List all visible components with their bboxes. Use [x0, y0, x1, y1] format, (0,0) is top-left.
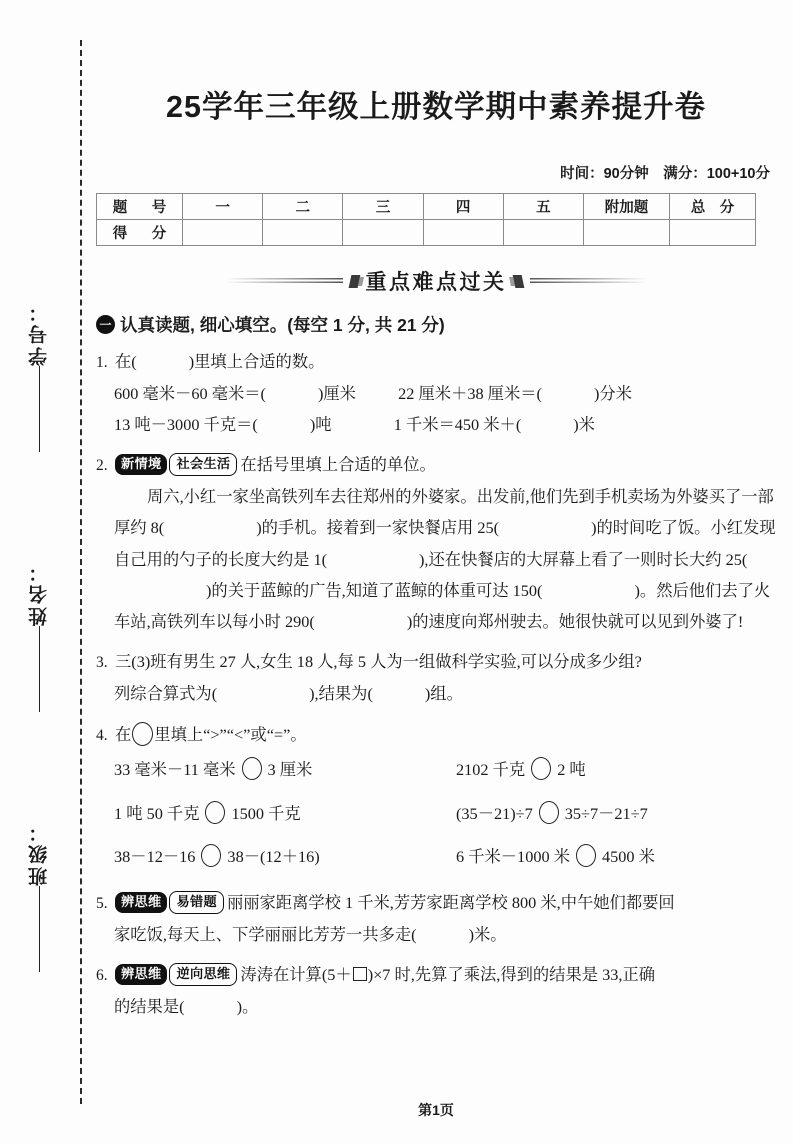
ornament-flag-left-icon — [348, 275, 360, 288]
question-2-para-4: )的关于蓝鲸的广告,知道了蓝鲸的体重可达 150( — [206, 580, 543, 600]
question-4-pair-2-right: 2 吨 — [557, 760, 586, 780]
class-field[interactable] — [16, 820, 62, 972]
question-4-pair-4-right: 35÷7－21÷7 — [564, 803, 648, 823]
question-1-row-1 — [96, 378, 776, 409]
badge-critical-thinking-q5: 辨思维 — [115, 892, 167, 913]
student-name-field[interactable] — [16, 560, 62, 712]
question-4-pair-2 — [456, 754, 776, 787]
question-5-text-2a: 家吃饭,每天上、下学丽丽比芳芳一共多走( — [114, 924, 417, 944]
question-1-item-3-right: )吨 — [309, 415, 332, 435]
question-2-number: 2. — [96, 457, 108, 475]
question-4-stem-a: 在 — [115, 724, 132, 744]
question-3-text-2a: 列综合算式为( — [114, 684, 218, 704]
question-1-item-1-right: )厘米 — [317, 383, 356, 403]
question-5-text-2b: )米。 — [468, 924, 507, 944]
question-4-stem-b: 里填上“>”“<”或“=”。 — [154, 724, 307, 744]
question-1 — [96, 346, 776, 440]
section-title: 重点难点过关 — [365, 271, 507, 294]
score-cell-3[interactable] — [343, 220, 423, 246]
exam-meta-info: 时间：90分钟 满分：100+10分 — [560, 166, 770, 182]
question-4-pair-5-right: 38－(12＋16) — [227, 847, 320, 867]
class-rule — [39, 886, 40, 972]
score-cell-bonus[interactable] — [584, 220, 670, 246]
column-header-3: 三 — [343, 194, 423, 220]
question-5-line-1 — [96, 887, 776, 919]
question-1-item-2-right: )分米 — [593, 383, 632, 403]
question-5-line-2 — [96, 919, 776, 950]
question-6-blank-box-icon[interactable] — [353, 967, 367, 981]
question-4-number: 4. — [96, 726, 108, 744]
question-1-item-4-left: 1 千米＝450 米＋( — [393, 415, 522, 435]
question-4-pair-1-right: 3 厘米 — [267, 760, 313, 780]
question-4-stem — [96, 719, 776, 751]
question-4 — [96, 719, 776, 875]
score-cell-1[interactable] — [183, 220, 263, 246]
question-1-stem — [96, 346, 776, 378]
question-2-stem — [96, 449, 776, 481]
question-6-text-1a: 涛涛在计算(5＋ — [240, 965, 352, 985]
big-question-heading — [96, 312, 776, 337]
question-3-text-2b: ),结果为( — [309, 684, 373, 704]
question-5 — [96, 887, 776, 950]
question-6-number: 6. — [96, 967, 108, 985]
fold-dashed-line — [80, 40, 82, 1104]
question-6-text-2b: )。 — [236, 996, 259, 1016]
score-table — [96, 193, 756, 246]
question-2-para-0: 周六,小红一家坐高铁列车去往郑州的外婆家。出发前,他们先到手机卖场为外婆买了一部厚约 8( — [114, 487, 774, 538]
question-4-pair-1 — [114, 754, 456, 787]
question-1-number: 1. — [96, 354, 108, 371]
question-4-pair-3-answer-circle[interactable] — [205, 801, 225, 824]
question-2-para-5: )。然后他们去了火车站,高铁列车以每小时 290( — [114, 580, 771, 632]
question-4-pair-1-left: 33 毫米－11 毫米 — [114, 760, 236, 780]
column-header-bonus: 附加题 — [584, 194, 670, 220]
comparison-circle-icon — [132, 722, 153, 746]
answer-sheet-side-strip — [0, 0, 88, 1144]
question-1-stem-b: )里填上合适的数。 — [188, 352, 325, 371]
score-cell-2[interactable] — [263, 220, 343, 246]
question-3-text-2c: )组。 — [424, 684, 463, 704]
question-4-pair-6-right: 4500 米 — [601, 847, 655, 867]
question-2 — [96, 449, 776, 637]
question-2-stem-text: 在括号里填上合适的单位。 — [240, 455, 436, 475]
question-3 — [96, 646, 776, 709]
question-4-pair-6-left: 6 千米－1000 米 — [456, 847, 570, 867]
student-id-label: 学号： — [28, 300, 50, 366]
ornament-line-left-icon — [225, 278, 343, 285]
question-1-item-1-left: 600 毫米－60 毫米＝( — [114, 383, 266, 403]
question-3-line-1 — [96, 646, 776, 678]
question-1-item-3-left: 13 吨－3000 千克＝( — [114, 415, 258, 435]
question-1-stem-a: 在( — [115, 352, 137, 371]
badge-error-prone: 易错题 — [169, 891, 223, 914]
question-4-pair-5 — [114, 841, 456, 874]
question-4-pair-4-left: (35－21)÷7 — [456, 803, 533, 823]
badge-reverse-thinking: 逆向思维 — [169, 963, 237, 986]
question-2-para-6: )的速度向郑州驶去。她很快就可以见到外婆了! — [406, 612, 744, 632]
question-6-line-2 — [96, 991, 776, 1022]
question-5-text-1: 丽丽家距离学校 1 千米,芳芳家距离学校 800 米,中午她们都要回 — [226, 893, 675, 913]
question-4-pair-2-answer-circle[interactable] — [531, 757, 551, 780]
question-2-paragraph — [96, 481, 776, 637]
question-1-item-4-right: )米 — [573, 415, 595, 435]
student-name-rule — [39, 626, 40, 712]
page-number: 第1页 — [418, 1102, 454, 1118]
question-3-text-1: 三(3)班有男生 27 人,女生 18 人,每 5 人为一组做科学实验,可以分成多少组? — [115, 652, 642, 672]
badge-new-scenario: 新情境 — [115, 454, 167, 475]
score-cell-total[interactable] — [670, 220, 756, 246]
question-4-pair-1-answer-circle[interactable] — [242, 757, 262, 780]
question-4-pair-5-left: 38－12－16 — [114, 847, 196, 867]
class-label: 班级： — [28, 820, 50, 886]
question-6 — [96, 959, 776, 1022]
student-id-rule — [39, 366, 40, 452]
column-header-total: 总 分 — [670, 194, 756, 220]
question-3-number: 3. — [96, 654, 108, 672]
question-1-item-2-left: 22 厘米＋38 厘米＝( — [398, 383, 542, 403]
row-label-score: 得 分 — [97, 220, 183, 246]
question-6-text-2a: 的结果是( — [114, 996, 185, 1016]
question-4-pair-4 — [456, 798, 776, 831]
question-4-pair-4-answer-circle[interactable] — [539, 801, 559, 824]
table-row-scores — [97, 220, 756, 246]
score-cell-4[interactable] — [423, 220, 503, 246]
exam-paper — [96, 0, 776, 1144]
question-1-row-2 — [96, 409, 776, 440]
page-title: 25学年三年级上册数学期中素养提升卷 — [166, 90, 706, 124]
question-2-para-2: )的时间吃了饭。小红发现自己用的勺子的长度大约是 1( — [114, 518, 776, 569]
table-row-question-numbers — [97, 194, 756, 220]
question-4-pair-3 — [114, 798, 456, 831]
column-header-1: 一 — [183, 194, 263, 220]
student-name-label: 姓名： — [28, 560, 50, 626]
score-cell-5[interactable] — [503, 220, 583, 246]
big-question-marker: 一 — [96, 315, 115, 334]
column-header-4: 四 — [423, 194, 503, 220]
column-header-2: 二 — [263, 194, 343, 220]
ornament-flag-right-icon — [512, 275, 524, 288]
question-5-number: 5. — [96, 895, 108, 913]
question-4-pair-5-answer-circle[interactable] — [201, 844, 221, 867]
question-4-comparison-grid — [96, 754, 776, 874]
big-question-text: 认真读题, 细心填空。(每空 1 分, 共 21 分) — [120, 315, 445, 335]
badge-social-life: 社会生活 — [169, 453, 237, 476]
question-6-text-1b: )×7 时,先算了乘法,得到的结果是 33,正确 — [367, 965, 656, 985]
question-4-pair-3-right: 1500 千克 — [231, 803, 301, 823]
question-4-pair-6-answer-circle[interactable] — [576, 844, 596, 867]
question-2-para-1: )的手机。接着到一家快餐店用 25( — [256, 518, 500, 538]
question-6-line-1 — [96, 959, 776, 991]
column-header-5: 五 — [503, 194, 583, 220]
question-4-pair-3-left: 1 吨 50 千克 — [114, 803, 200, 823]
question-3-line-2 — [96, 678, 776, 709]
question-4-pair-6 — [456, 841, 776, 874]
badge-critical-thinking-q6: 辨思维 — [115, 964, 167, 985]
question-4-pair-2-left: 2102 千克 — [456, 760, 526, 780]
row-label-question-number: 题 号 — [97, 194, 183, 220]
question-2-para-3: ),还在快餐店的大屏幕上看了一则时长大约 25( — [419, 549, 748, 569]
student-id-field[interactable] — [16, 300, 62, 452]
ornament-line-right-icon — [530, 278, 648, 285]
section-header — [96, 266, 776, 296]
